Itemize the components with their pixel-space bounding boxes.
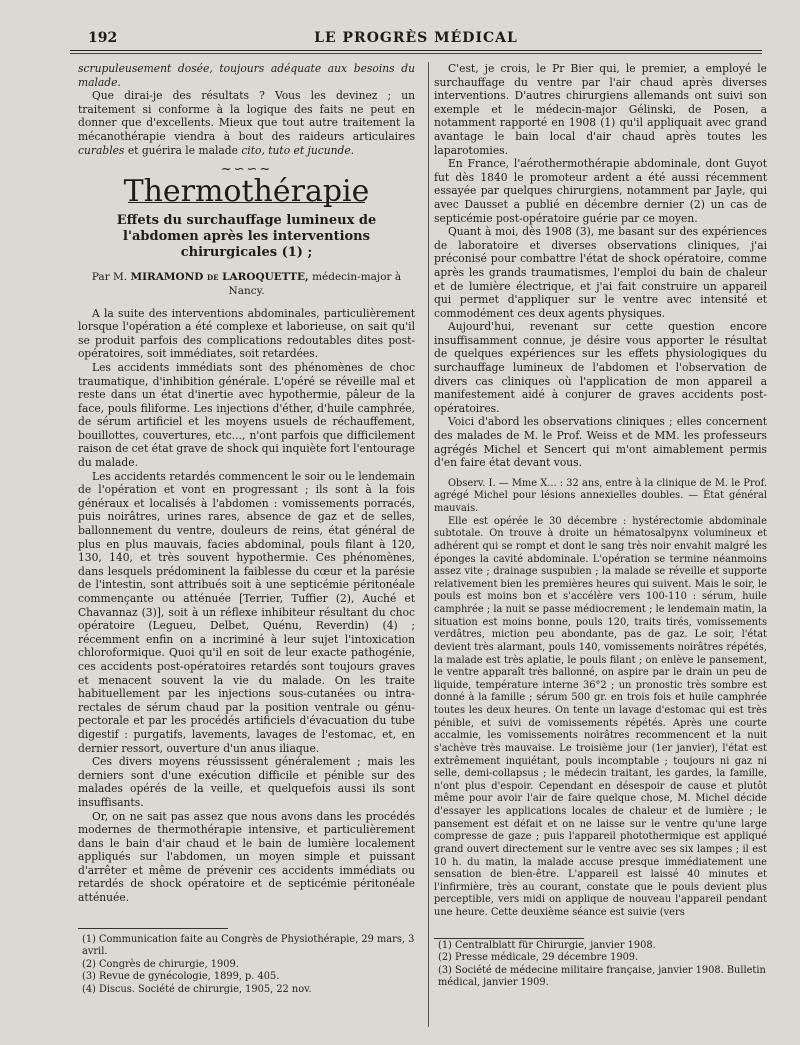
intro-tail: . <box>117 75 121 89</box>
footnotes-left <box>78 934 415 996</box>
header-rule <box>70 50 762 51</box>
results-italic-curables: curables <box>78 143 125 157</box>
footnotes-right <box>434 940 767 990</box>
left-paragraph: A la suite des interventions abdominales, particulièrement lorsque l'opération a été complexe et laborieuse, on sait qu'il se produit parfois des complications redoutables dites post-opératoires, soit immédiates, soit retardées. <box>78 306 415 361</box>
columns <box>78 62 768 932</box>
left-paragraph: Les accidents retardés commencent le soir ou le lendemain de l'opération et vont en progressant ; ils sont à la fois généraux et localisés à l'abdomen : vomissements porracés, puis noirâtres, urines rares, absence de gaz et de selles, ballonnement du ventre, douleurs de reins, état général de plus en plus mauvais, facies abdominal, pouls filant à 120, 130, 140, et très souvent hypothermie. Ces phénomènes, dans lesquels prédominent la faiblesse du cœur et la parésie de l'intestin, sont attribués soit à une septicémie péritonéale commençante ou atténuée [Terrier, Tuffier (2), Auché et Chavannaz (3)], soit à un réflexe inhibiteur résultant du choc opératoire (Legueu, Delbet, Quénu, Reverdin) (4) ; récemment enfin on a incriminé à leur sujet l'intoxication chloroformique. Quoi qu'il en soit de leur exacte pathogénie, ces accidents post-opératoires retardés sont toujours graves et menacent souvent la vie du malade. On les traite habituellement par les injections sous-cutanées ou intra-rectales de sérum chaud par la position ventrale ou génu-pectorale et par les procédés artificiels d'évacuation du tube digestif : purgatifs, lavements, lavages de l'estomac, et, en dernier ressort, ouverture d'un anus iliaque. <box>78 469 415 755</box>
footnote: (2) Presse médicale, 29 décembre 1909. <box>438 952 639 964</box>
page-number: 192 <box>88 30 118 46</box>
footnote: (4) Discus. Société de chirurgie, 1905, 22 nov. <box>82 983 312 995</box>
left-paragraph: Les accidents immédiats sont des phénomènes de choc traumatique, d'inhibition générale. L'opéré se réveille mal et reste dans un état d'inertie avec hypothermie, pâleur de la face, pouls filiforme. Les injections d'éther, d'huile camphrée, de sérum artificiel et les moyens usuels de réchauffement, bouillottes, couvertures, etc..., n'ont parfois que difficilement raison de cet état grave de shock qui inquiète fort l'entourage du malade. <box>78 360 415 470</box>
intro-paragraph <box>78 62 415 89</box>
journal-title: LE PROGRÈS MÉDICAL <box>314 30 518 46</box>
right-column <box>434 62 767 920</box>
section-title: Thermothérapie <box>123 173 370 209</box>
right-paragraph: Voici d'abord les observations cliniques ; elles concernent des malades de M. le Prof. Weiss et de MM. les professeurs agrégés Michel et Sencert qui m'ont aimablement permis d'en faire état devant vous. <box>434 415 767 470</box>
intro-italic: scrupuleusement dosée, toujours adéquate aux besoins du malade <box>78 62 415 89</box>
right-paragraph: C'est, je crois, le Pr Bier qui, le premier, a employé le surchauffage du ventre par l'air chaud après diverses interventions. D'autres chirurgiens allemands ont suivi son exemple et le médecin-major Gélinski, de Posen, a notamment rapporté en 1908 (1) qu'il appliquait avec grand avantage le bain local d'air chaud après toutes les laparotomies. <box>434 62 767 157</box>
left-paragraph: Or, on ne sait pas assez que nous avons dans les procédés modernes de thermothérapie intensive, et particulièrement dans le bain d'air chaud et le bain de lumière localement appliqués sur l'abdomen, un moyen simple et puissant d'arrêter et même de prévenir ces accidents immédiats ou retardés de shock opératoire et de septicémie péritonéale atténuée. <box>78 809 415 905</box>
footnote: (1) Communication faite au Congrès de Physiothérapie, 29 mars, 3 avril. <box>82 934 415 958</box>
byline-author: MIRAMOND de LAROQUETTE, <box>130 271 309 284</box>
right-paragraph: Quant à moi, dès 1908 (3), me basant sur des expériences de laboratoire et diverses observations cliniques, j'ai préconisé pour combattre l'état de shock opératoire, comme après les grands traumatismes, l'emploi du bain de chaleur et de lumière électrique, et j'ai fait construire un appareil qui permet d'appliquer sur le ventre avec intensité et commodément ces deux agents physiques. <box>434 225 767 320</box>
footnote-rule-right <box>434 938 584 939</box>
left-paragraph: Ces divers moyens réussissent généralement ; mais les derniers sont d'une exécution difficile et pénible sur des malades opérés de la veille, et quelquefois aussi ils sont insuffisants. <box>78 755 415 809</box>
byline-prefix: Par M. <box>91 271 128 284</box>
footnote: (2) Congrès de chirurgie, 1909. <box>82 958 239 970</box>
results-text: Que dirai-je des résultats ? Vous les devinez ; un traitement si conforme à la logique des faits ne peut en donner que d'excellents. Mieux que tout autre traitement la mécanothérapie viendra à bout des raideurs articulaires <box>78 89 415 143</box>
footnote: (1) Centralblatt für Chirurgie, janvier 1908. <box>438 940 656 951</box>
results-paragraph <box>78 89 415 157</box>
page-header <box>70 30 762 52</box>
observation-heading: Observ. I. — Mme X... : 32 ans, entre à la clinique de M. le Prof. agrégé Michel pour lésions annexielles doubles. — État général mauvais. <box>434 477 767 515</box>
footnote-rule-left <box>78 928 228 929</box>
footnote: (3) Revue de gynécologie, 1899, p. 405. <box>82 971 280 983</box>
footnote: (3) Société de médecine militaire française, janvier 1908. Bulletin médical, janvier 1909. <box>438 964 766 989</box>
results-italic-latin: cito, tuto et jucunde. <box>241 143 355 157</box>
byline <box>78 271 415 298</box>
byline-suffix: médecin-major à Nancy. <box>228 271 402 297</box>
ornament-divider: ~∽∽~ <box>220 162 273 178</box>
header-rule-thin <box>70 53 762 54</box>
article-title: Effets du surchauffage lumineux de l'abdomen après les interventions chirurgicales (1) ; <box>116 213 377 261</box>
results-mid: et guérira le malade <box>127 143 238 157</box>
right-paragraph: En France, l'aérothermothérapie abdominale, dont Guyot fut dès 1840 le promoteur ardent a été aussi récemment essayée par quelques chirurgiens, notamment par Jayle, qui avec Dausset a publié en décembre dernier (2) un cas de septicémie post-opératoire guérie par ce moyen. <box>434 157 767 225</box>
left-column <box>78 62 415 905</box>
observation-body: Elle est opérée le 30 décembre : hystérectomie abdominale subtotale. On trouve à droite un hématosalpynx volumineux et adhérent qui se rompt et dont le sang très noir envahit malgré les éponges la cavité abdominale. L'opération se termine néanmoins assez vite ; drainage suspubien ; la malade se réveille et supporte relativement bien les premières heures qui suivent. Mais le soir, le pouls est moins bon et s'accélère vers 100-110 : sérum, huile camphrée ; la nuit se passe médiocrement ; le lendemain matin, la situation est moins bonne, pouls 120, traits tirés, vomissements verdâtres, miction peu abondante, pas de gaz. Le soir, l'état devient très alarmant, pouls 140, vomissements noirâtres répétés, la malade est très aplatie, le pouls filant ; on enlève le pansement, le ventre apparaît très ballonné, on aspire par le drain un peu de liquide, température interne 36°2 ; un pronostic très sombre est donné à la famille ; sérum 500 gr. en trois fois et huile camphrée toutes les deux heures. On tente un lavage d'estomac qui est très pénible, et suivi de vomissements répétés. Après une courte accalmie, les vomissements noirâtres recommencent et la nuit s'achève très mauvaise. Le troisième jour (1er janvier), l'état est extrêmement inquiétant, pouls incomptable ; toujours ni gaz ni selle, demi-collapsus ; le médecin traitant, les gardes, la famille, n'ont plus d'espoir. Cependant en désespoir de cause et plutôt même pour avoir l'air de faire quelque chose, M. Michel décide d'essayer les applications locales de chaleur et de lumière ; le pansement est défait et on ne laisse sur le ventre qu'une large compresse de gaze ; puis l'appareil photothermique est appliqué grand ouvert directement sur le ventre avec ses six lampes ; il est 10 h. du matin, la malade accuse presque immédiatement une sensation de bien-être. L'appareil est laissé 40 minutes et l'infirmière, très au courant, constate que le pouls devient plus perceptible, vers midi on applique de nouveau l'appareil pendant une heure. Cette deuxième séance est suivie (vers <box>434 515 767 919</box>
right-paragraph: Aujourd'hui, revenant sur cette question encore insuffisamment connue, je désire vous apporter le résultat de quelques expériences sur les effets physiologiques du surchauffage lumineux de l'abdomen et l'observation de divers cas cliniques où l'application de mon appareil a manifestement aidé à conjurer de graves accidents post-opératoires. <box>434 320 767 415</box>
